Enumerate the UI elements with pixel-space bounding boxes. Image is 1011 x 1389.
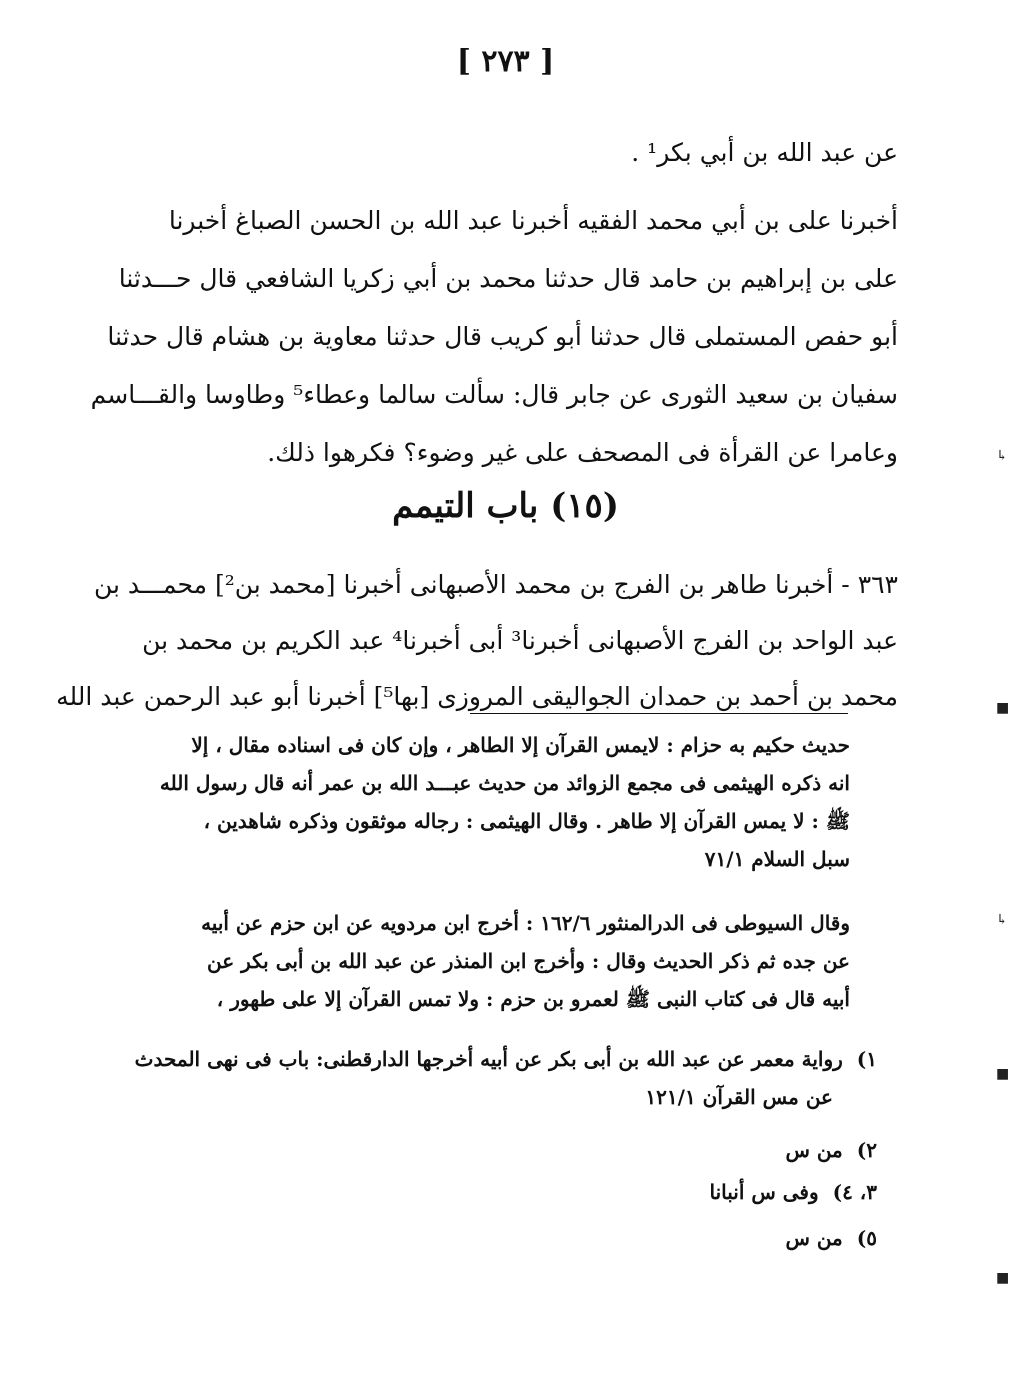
text-line: عبد الواحد بن الفرج الأصبهانى أخبرنا³ أبى أخبرنا⁴ عبد الكريم بن محمد بن [142,626,898,655]
footnote-line: ﷺ : لا يمس القرآن إلا طاهر . وقال الهيثمى : رجاله موثقون وذكره شاهدين ، [203,809,850,833]
footnote-text: عن مس القرآن ١٢١/١ [645,1085,833,1109]
footnote-text: من س [785,1138,843,1162]
footnote-continuation [150,726,850,878]
scan-edge-mark-icon: ↳ [996,448,1008,464]
intro-line [172,138,898,167]
footnote-divider [470,713,848,714]
footnote-line: سبل السلام ٧١/١ [704,847,850,871]
footnote-number: ٢) [856,1138,877,1162]
paragraph-isnad [90,192,898,482]
scan-edge-mark-icon: ■ [996,700,1010,716]
footnote-number: ١) [856,1047,877,1071]
footnote-5 [785,1226,877,1250]
text-line: أبو حفص المستملى قال حدثنا أبو كريب قال حدثنا معاوية بن هشام قال حدثنا [107,322,898,351]
footnote-line: انه ذكره الهيثمى فى مجمع الزوائد من حديث عبـــد الله بن عمر أنه قال رسول الله [159,771,850,795]
footnote-1 [135,1040,877,1116]
paragraph-hadith-363 [56,557,898,725]
footnote-text: من س [785,1226,843,1250]
text-line: عن عبد الله بن أبي بكر¹ . [631,138,898,167]
text-line: سفيان بن سعيد الثورى عن جابر قال: سألت سالما وعطاء⁵ وطاوسا والقـــاسم [90,380,898,409]
footnote-number: ٣، ٤) [832,1180,877,1204]
footnote-line: عن جده ثم ذكر الحديث وقال : وأخرج ابن المنذر عن عبد الله بن أبى بكر عن [206,949,850,973]
footnote-line: حديث حكيم به حزام : لايمس القرآن إلا الطاهر ، وإن كان فى اسناده مقال ، إلا [191,733,850,757]
scan-edge-mark-icon: ■ [996,1270,1010,1286]
footnote-text: وفى س أنبانا [709,1180,819,1204]
section-heading: (١٥) باب التيمم [392,486,619,526]
footnote-2 [785,1138,877,1162]
text-line: ٣٦٣ - أخبرنا طاهر بن الفرج بن محمد الأصبهانى أخبرنا [محمد بن²] محمـــد بن [93,570,898,599]
page-number: [ ٢٧٣ ] [456,44,555,79]
text-line: على بن إبراهيم بن حامد قال حدثنا محمد بن أبي زكريا الشافعي قال حـــدثنا [118,264,898,293]
text-line: أخبرنا على بن أبي محمد الفقيه أخبرنا عبد الله بن الحسن الصباغ أخبرنا [168,206,898,235]
scan-edge-mark-icon: ↳ [996,912,1008,928]
footnote-line: أبيه قال فى كتاب النبى ﷺ لعمرو بن حزم : ولا تمس القرآن إلا على طهور ، [216,987,850,1011]
scan-edge-mark-icon: ■ [996,1066,1010,1082]
footnote-3-4 [709,1180,877,1204]
text-line: محمد بن أحمد بن حمدان الجواليقى المروزى [بها⁵] أخبرنا أبو عبد الرحمن عبد الله [56,682,898,711]
footnote-text: رواية معمر عن عبد الله بن أبى بكر عن أبيه أخرجها الدارقطنى: باب فى نهى المحدث [134,1047,843,1071]
footnote-line: وقال السيوطى فى الدرالمنثور ١٦٢/٦ : أخرج ابن مردويه عن ابن حزم عن أبيه [201,911,850,935]
footnote-number: ٥) [856,1226,877,1250]
footnote-continuation-2 [150,904,850,1018]
text-line: وعامرا عن القرأة فى المصحف على غير وضوء؟ فكرهوا ذلك. [267,438,898,467]
